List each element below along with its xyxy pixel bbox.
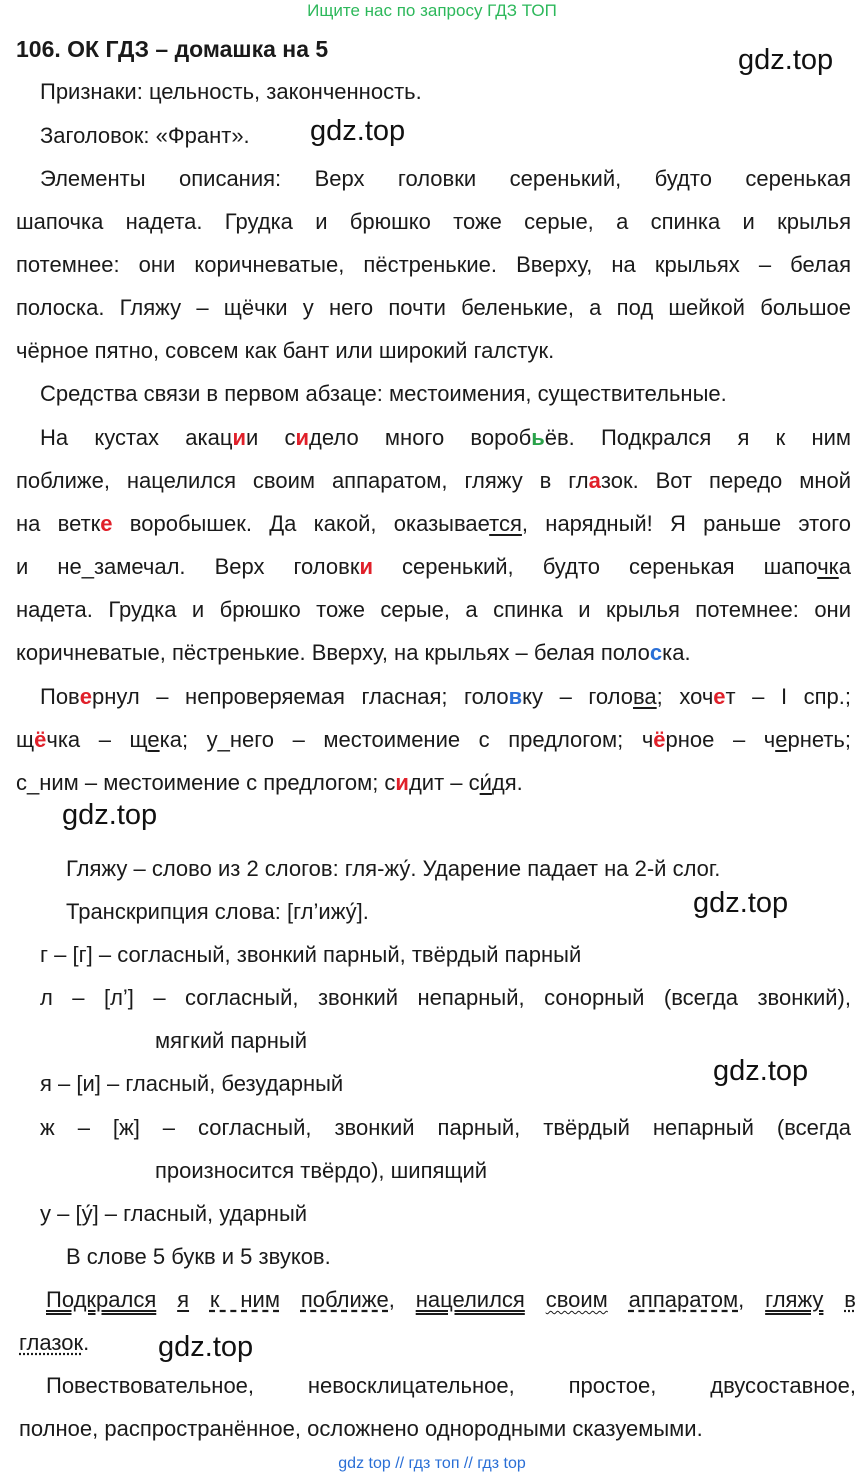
parse-predicate: Подкрался (46, 1287, 157, 1312)
sound-zh-cont: произносится твёрдо), шипящий (155, 1158, 488, 1183)
text-line: и не_замечал. Верх головки серенький, будто серенькая шапочка (16, 554, 852, 579)
text-line: коричневатые, пёстренькие. Вверху, на крыльях – белая полоска. (16, 640, 691, 665)
text-line: На кустах акации сидело много воробьёв. Подкрался я к ним (40, 425, 852, 450)
sound-l: л – [л’] – согласный, звонкий непарный, сонорный (всегда звонкий), (40, 985, 851, 1010)
parse-predicate: нацелился (415, 1287, 525, 1312)
parse-subject: я (177, 1287, 190, 1312)
description-line: полное, распространённое, осложнено однородными сказуемыми. (19, 1416, 703, 1441)
sound-ya: я – [и] – гласный, безударный (40, 1071, 344, 1096)
footer-links[interactable]: gdz top // гдз топ // гдз top (338, 1455, 526, 1472)
sound-zh: ж – [ж] – согласный, звонкий парный, твёрдый непарный (всегда (40, 1115, 851, 1140)
parse-adverbial: поближе (300, 1287, 389, 1312)
elements-line: Элементы описания: Верх головки серенький, будто серенькая (40, 166, 851, 191)
sound-u: у – [у́] – гласный, ударный (40, 1201, 308, 1226)
text-line: надета. Грудка и брюшко тоже серые, а спинка и крылья потемнее: они (16, 597, 851, 622)
watermark: gdz.top (310, 115, 406, 147)
parse-predicate: гляжу (765, 1287, 824, 1312)
parse-attribute: своим (545, 1287, 608, 1312)
ortho-line: Повернул – непроверяемая гласная; головку – голова; хочет – I спр.; (40, 684, 851, 709)
elements-line: полоска. Гляжу – щёчки у него почти беленькие, а под шейкой большое (16, 295, 851, 320)
watermark: gdz.top (158, 1331, 254, 1363)
syllables-line: Гляжу – слово из 2 слогов: гля-жу́. Ударение падает на 2-й слог. (66, 856, 721, 881)
sound-l-cont: мягкий парный (155, 1028, 308, 1053)
parse-object: аппаратом (628, 1287, 739, 1312)
means-line: Средства связи в первом абзаце: местоимения, существительные. (40, 381, 727, 406)
ortho-line: щёчка – щека; у_него – местоимение с предлогом; чёрное – чернеть; (16, 727, 851, 752)
transcription-line: Транскрипция слова: [гл’ижу́]. (66, 899, 369, 924)
parse-adverbial: глазок (19, 1330, 84, 1355)
elements-line: потемнее: они коричневатые, пёстренькие. Вверху, на крыльях – белая (16, 252, 851, 277)
ortho-line: с_ним – местоимение с предлогом; сидит – си́дя. (16, 770, 523, 795)
parse-object: к ним (209, 1287, 280, 1312)
parse-adverbial: в (844, 1287, 856, 1312)
parse-line: глазок. (19, 1330, 90, 1355)
text-line: на ветке воробышек. Да какой, оказывается, нарядный! Я раньше этого (16, 511, 851, 536)
title-line: Заголовок: «Франт». (40, 123, 250, 148)
watermark: gdz.top (738, 44, 834, 76)
text-line: поближе, нацелился своим аппаратом, гляжу в глазок. Вот передо мной (16, 468, 851, 493)
exercise-heading: 106. ОК ГДЗ – домашка на 5 (16, 36, 329, 62)
watermark: gdz.top (62, 799, 158, 831)
top-banner[interactable]: Ищите нас по запросу ГДЗ ТОП (307, 1, 557, 20)
sound-g: г – [г] – согласный, звонкий парный, твёрдый парный (40, 942, 582, 967)
parse-line: Подкрался я к ним поближе, нацелился своим аппаратом, гляжу в (46, 1287, 856, 1312)
elements-line: шапочка надета. Грудка и брюшко тоже серые, а спинка и крылья (16, 209, 851, 234)
watermark: gdz.top (713, 1055, 809, 1087)
watermark: gdz.top (693, 887, 789, 919)
description-line: Повествовательное, невосклицательное, простое, двусоставное, (46, 1373, 856, 1398)
elements-line: чёрное пятно, совсем как бант или широкий галстук. (16, 338, 555, 363)
signs-line: Признаки: цельность, законченность. (40, 79, 422, 104)
count-line: В слове 5 букв и 5 звуков. (66, 1244, 331, 1269)
